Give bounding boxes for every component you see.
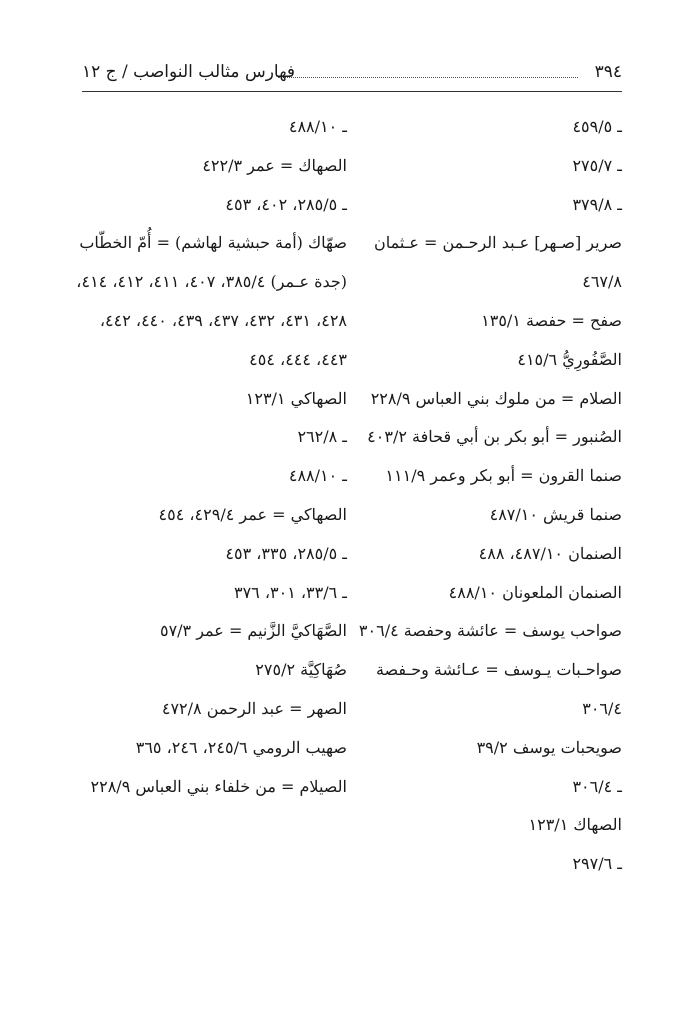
index-entry: الصهاكي = عمر ٤٢٩/٤، ٤٥٤ xyxy=(158,504,347,524)
index-entry: ـ ٢٧٥/٧ xyxy=(572,155,622,175)
index-entry: ـ ٢٦٢/٨ xyxy=(297,427,347,447)
index-entry: الصنمان الملعونان ٤٨٨/١٠ xyxy=(448,582,622,602)
index-entry: ٤٤٣، ٤٤٤، ٤٥٤ xyxy=(249,349,347,369)
running-header xyxy=(82,62,622,86)
index-entry: صُهَاكِيَّة ٢٧٥/٢ xyxy=(255,660,347,680)
index-entry: الصهر = عبد الرحمن ٤٧٢/٨ xyxy=(161,698,347,718)
index-entry: صهّاك (أمة حبشية لهاشم) = أُمّ الخطّاب xyxy=(79,233,347,253)
index-entry: ـ ٤٨٨/١٠ xyxy=(288,466,347,486)
index-column-left xyxy=(75,108,347,806)
index-column-right xyxy=(350,108,622,884)
dotted-leader xyxy=(278,77,578,78)
index-entry: ـ ٢٨٥/٥، ٣٣٥، ٤٥٣ xyxy=(225,543,347,563)
index-entry: صفح = حفصة ١٣٥/١ xyxy=(481,310,622,330)
index-entry: صهيب الرومي ٢٤٥/٦، ٢٤٦، ٣٦٥ xyxy=(135,737,347,757)
index-entry: الصَّفُورِيُّ ٤١٥/٦ xyxy=(517,349,622,369)
header-rule xyxy=(82,91,622,92)
index-entry: ٤٢٨، ٤٣١، ٤٣٢، ٤٣٧، ٤٣٩، ٤٤٠، ٤٤٢، xyxy=(99,310,347,330)
index-entry: ـ ٤٨٨/١٠ xyxy=(288,117,347,136)
index-entry: الصنمان ٤٨٧/١٠، ٤٨٨ xyxy=(478,543,622,563)
index-entry: ـ ٤٥٩/٥ xyxy=(572,117,622,136)
running-title: فهارس مثالب النواصب / ج ١٢ xyxy=(82,62,296,82)
index-entry: (جدة عـمر) ٣٨٥/٤، ٤٠٧، ٤١١، ٤١٢، ٤١٤، xyxy=(76,272,347,292)
index-entry: صنما القرون = أبو بكر وعمر ١١١/٩ xyxy=(385,466,622,486)
index-entry: الصُنبور = أبو بكر بن أبي قحافة ٤٠٣/٢ xyxy=(367,427,622,447)
index-entry: الصهاكي ١٢٣/١ xyxy=(245,388,347,408)
page-number: ٣٩٤ xyxy=(594,62,622,82)
index-entry: الصيلام = من خلفاء بني العباس ٢٢٨/٩ xyxy=(90,776,347,796)
index-entry: الصَّهَاكيَّ الزَّنيم = عمر ٥٧/٣ xyxy=(159,621,347,641)
index-entry: ـ ٣٧٩/٨ xyxy=(572,194,622,214)
index-entry: الصهاك ١٢٣/١ xyxy=(528,815,622,835)
index-entry: ـ ٣٣/٦، ٣٠١، ٣٧٦ xyxy=(233,582,347,602)
index-entry: ٤٦٧/٨ xyxy=(582,272,622,292)
index-entry: صواحـبات يـوسف = عـائشة وحـفصة xyxy=(375,660,622,680)
index-entry: صواحب يوسف = عائشة وحفصة ٣٠٦/٤ xyxy=(358,621,622,641)
index-entry: ٣٠٦/٤ xyxy=(582,698,622,718)
index-entry: صويحبات يوسف ٣٩/٢ xyxy=(476,737,622,757)
index-entry: ـ ٣٠٦/٤ xyxy=(572,776,622,796)
index-entry: الصلام = من ملوك بني العباس ٢٢٨/٩ xyxy=(370,388,622,408)
index-entry: ـ ٢٨٥/٥، ٤٠٢، ٤٥٣ xyxy=(225,194,347,214)
index-entry: الصهاك = عمر ٤٢٢/٣ xyxy=(202,155,347,175)
index-entry: ـ ٢٩٧/٦ xyxy=(572,854,622,874)
index-entry: صرير [صـهر] عـبد الرحـمن = عـثمان xyxy=(373,233,622,253)
index-entry: صنما قريش ٤٨٧/١٠ xyxy=(489,504,622,524)
